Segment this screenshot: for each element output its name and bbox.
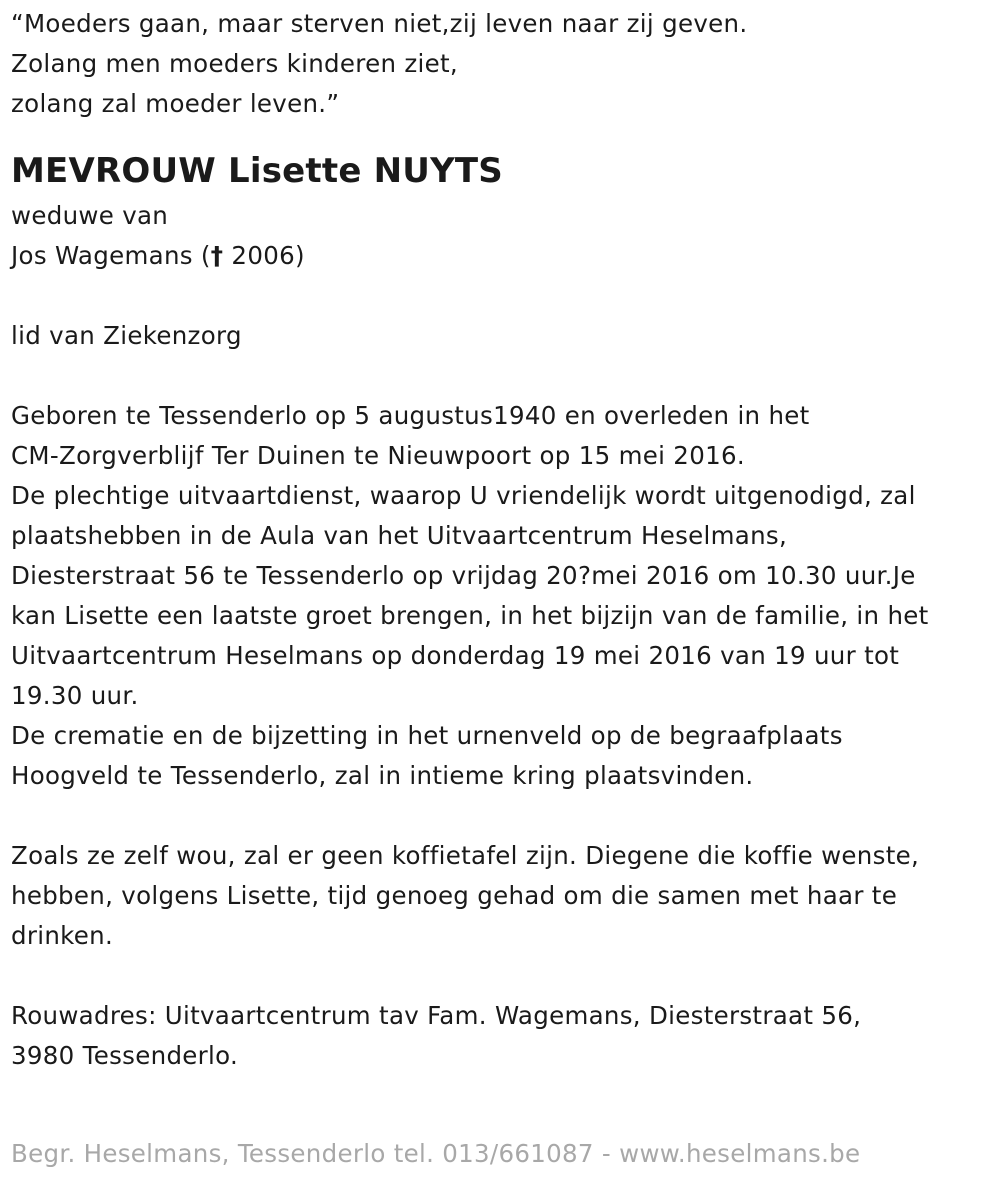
mourning-address (11, 996, 991, 1076)
announcement-line: Geboren te Tessenderlo op 5 augustus1940 en overleden in het (11, 401, 810, 430)
spacer (11, 956, 991, 996)
coffee-paragraph (11, 836, 991, 956)
spouse-death-year: 2006) (223, 241, 305, 270)
address-line: Rouwadres: Uitvaartcentrum tav Fam. Wagemans, Diesterstraat 56, (11, 1001, 862, 1030)
announcement-line: Hoogveld te Tessenderlo, zal in intieme kring plaatsvinden. (11, 761, 754, 790)
cross-icon: † (210, 241, 224, 270)
membership-text: lid van Ziekenzorg (11, 321, 242, 350)
spacer (11, 276, 991, 316)
announcement-line: kan Lisette een laatste groet brengen, in het bijzijn van de familie, in het (11, 601, 929, 630)
announcement-line: CM-Zorgverblijf Ter Duinen te Nieuwpoort op 15 mei 2016. (11, 441, 745, 470)
deceased-name: MEVROUW Lisette NUYTS (11, 151, 503, 191)
announcement-line: De crematie en de bijzetting in het urnenveld op de begraafplaats (11, 721, 843, 750)
quote-line: zolang zal moeder leven.” (11, 89, 340, 118)
relation-text: weduwe van (11, 201, 169, 230)
funeral-home-footer: Begr. Heselmans, Tessenderlo tel. 013/661087 - www.heselmans.be (11, 1139, 861, 1168)
spouse-name: Jos Wagemans ( (11, 241, 211, 270)
announcement-line: Uitvaartcentrum Heselmans op donderdag 19 mei 2016 van 19 uur tot (11, 641, 900, 670)
spouse-line (11, 236, 991, 276)
coffee-line: drinken. (11, 921, 114, 950)
announcement-line: 19.30 uur. (11, 681, 139, 710)
relation-block (11, 196, 991, 276)
quote-line: “Moeders gaan, maar sterven niet,zij leven naar zij geven. (11, 9, 748, 38)
announcement-paragraph (11, 396, 991, 796)
announcement-line: Diesterstraat 56 te Tessenderlo op vrijdag 20?mei 2016 om 10.30 uur.Je (11, 561, 916, 590)
spacer (11, 796, 991, 836)
quote-line: Zolang men moeders kinderen ziet, (11, 49, 458, 78)
address-line: 3980 Tessenderlo. (11, 1041, 239, 1070)
spacer (11, 356, 991, 396)
memorial-quote (11, 4, 991, 124)
announcement-line: De plechtige uitvaartdienst, waarop U vriendelijk wordt uitgenodigd, zal (11, 481, 916, 510)
announcement-line: plaatshebben in de Aula van het Uitvaartcentrum Heselmans, (11, 521, 788, 550)
coffee-line: hebben, volgens Lisette, tijd genoeg gehad om die samen met haar te (11, 881, 898, 910)
coffee-line: Zoals ze zelf wou, zal er geen koffietafel zijn. Diegene die koffie wenste, (11, 841, 920, 870)
obituary-document (11, 4, 991, 1076)
